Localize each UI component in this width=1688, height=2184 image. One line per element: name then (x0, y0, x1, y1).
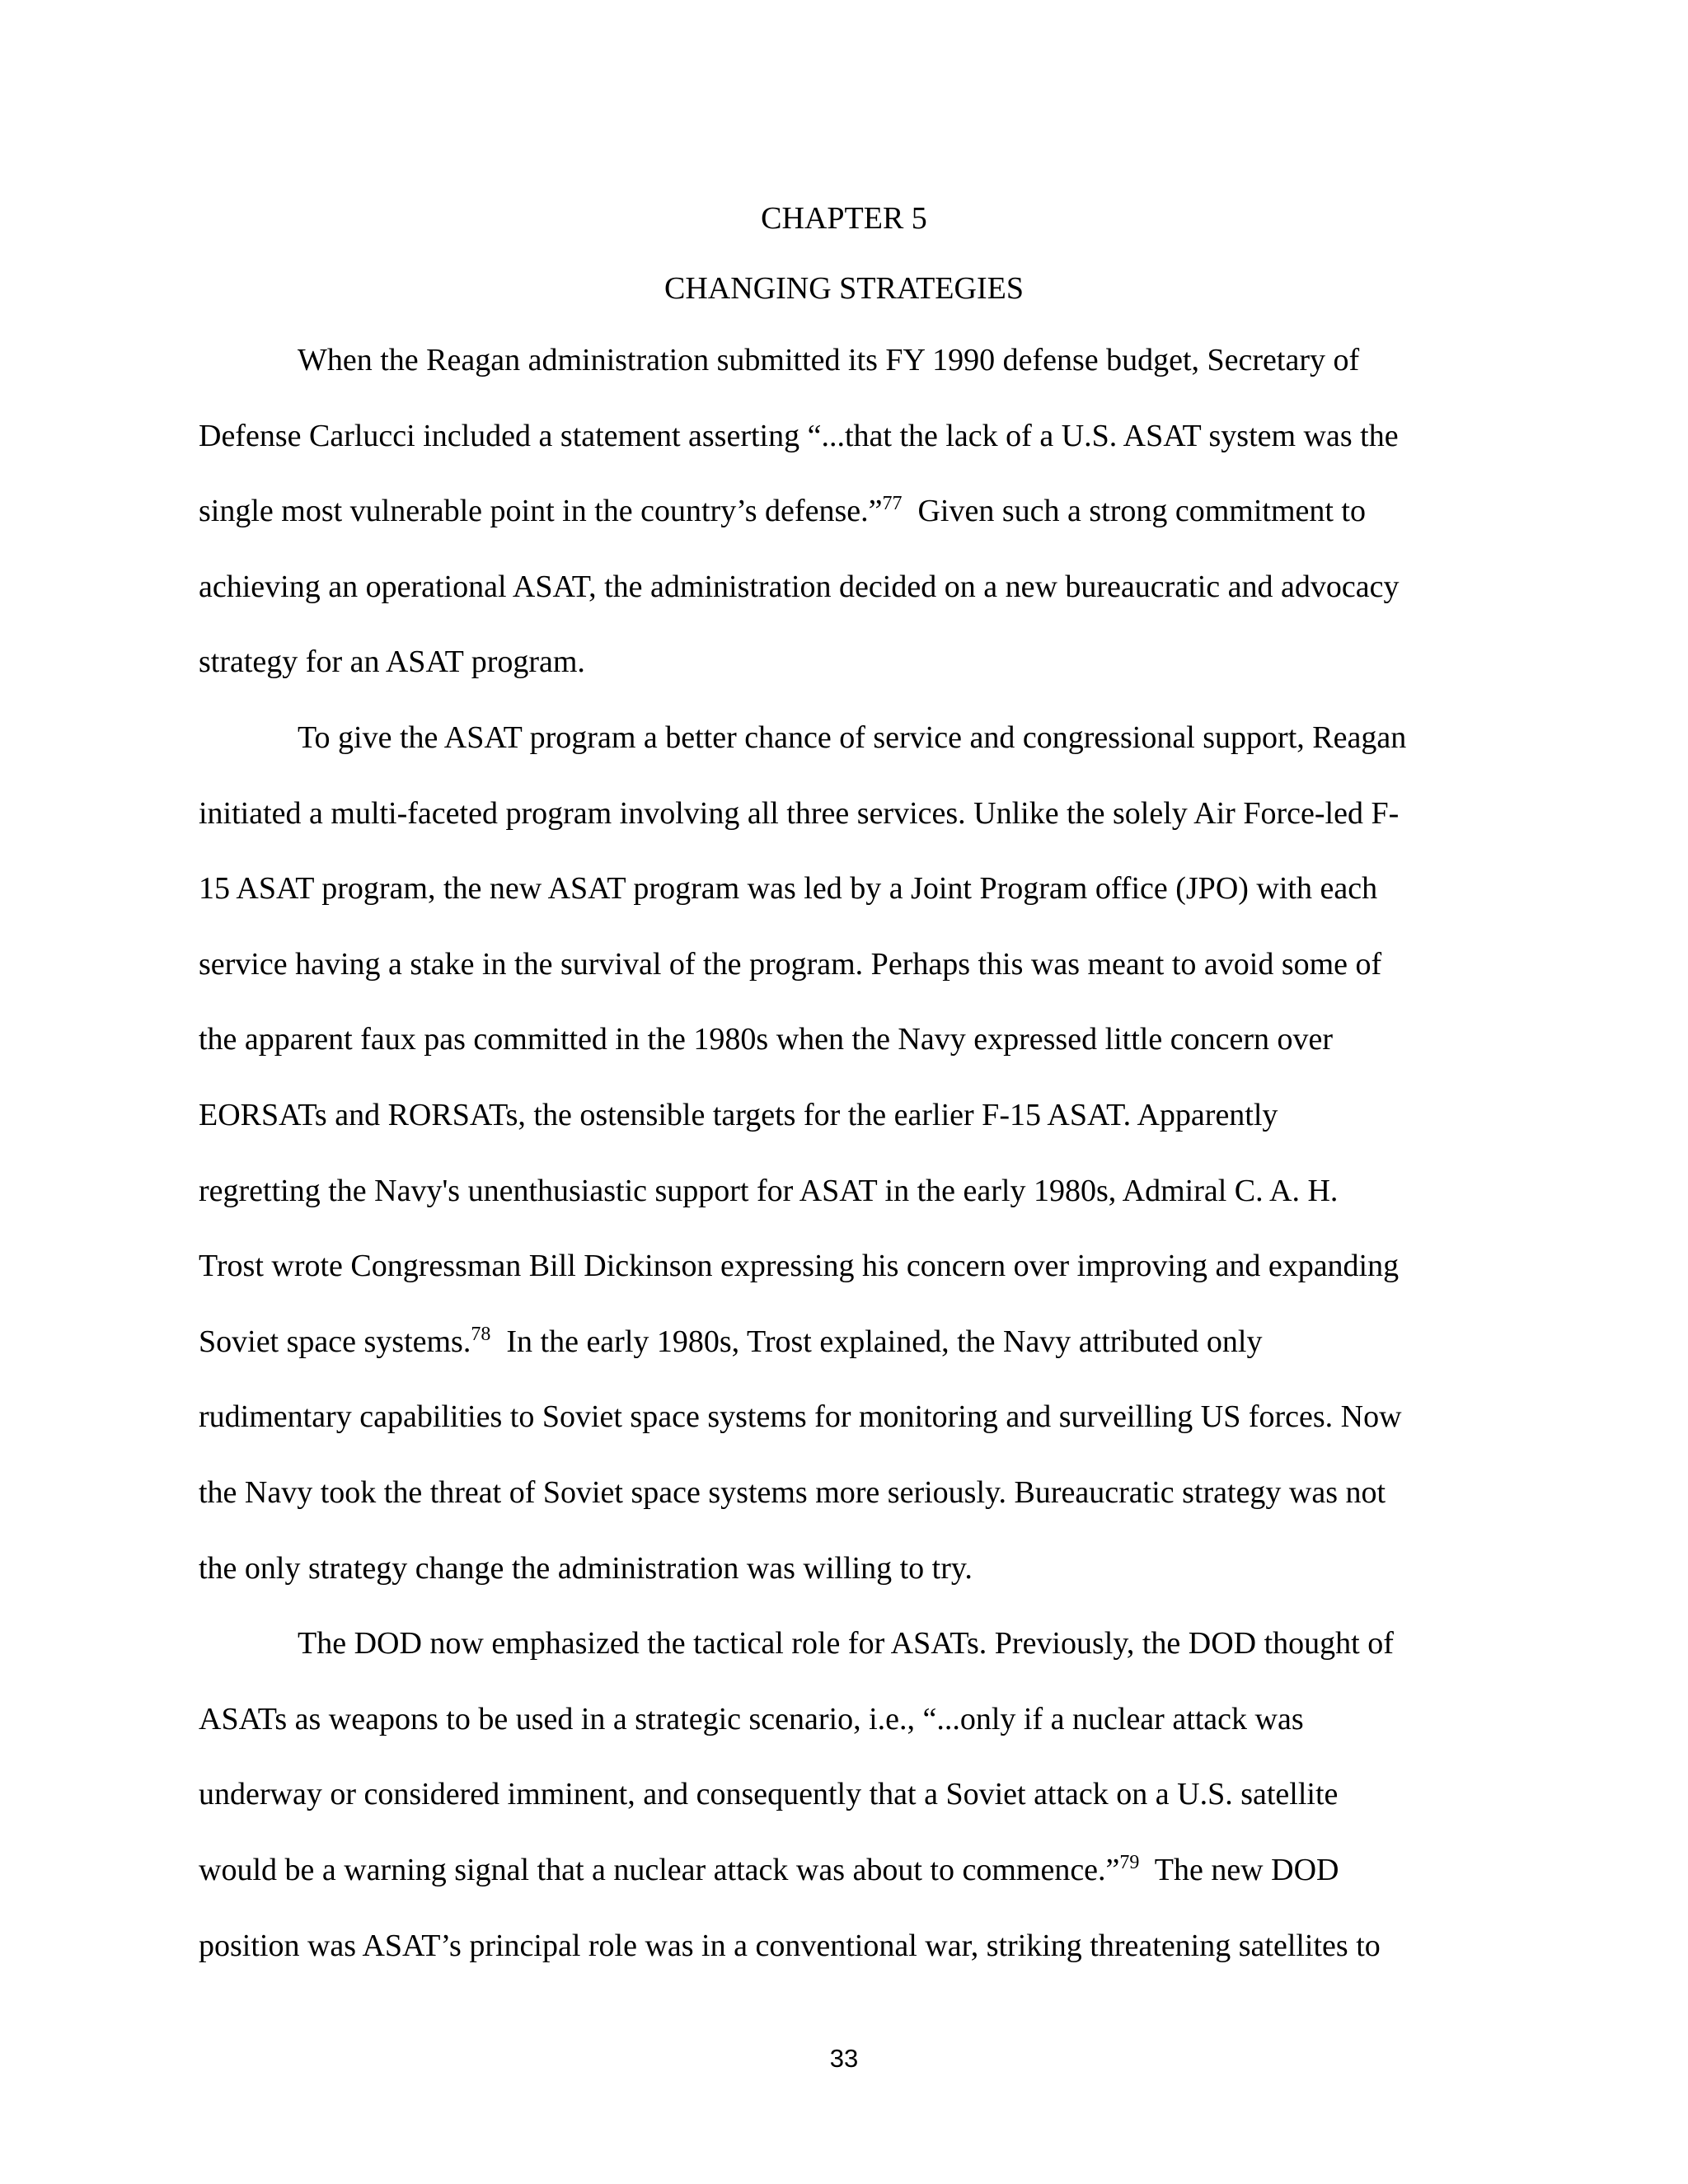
text-line (298, 722, 1406, 753)
chapter-title: CHANGING STRATEGIES (664, 271, 1024, 306)
text-line (298, 344, 1359, 376)
line-text: service having a stake in the survival of the program. Perhaps this was meant to avoid some of (199, 947, 1382, 982)
text-line (199, 1326, 1262, 1357)
text-line (199, 798, 1399, 829)
text-line (199, 873, 1377, 904)
line-text: rudimentary capabilities to Soviet space systems for monitoring and surveilling US forces. Now (199, 1399, 1402, 1434)
text-line (199, 1553, 973, 1584)
footnote-marker: 78 (471, 1324, 491, 1345)
text-line (199, 420, 1399, 452)
text-line (199, 1704, 1304, 1735)
text-line (199, 1024, 1333, 1055)
line-text: initiated a multi-faceted program involving all three services. Unlike the solely Air Force-led F- (199, 796, 1400, 831)
line-text: achieving an operational ASAT, the administration decided on a new bureaucratic and advocacy (199, 569, 1400, 604)
text-line (199, 571, 1399, 602)
text-line (199, 1401, 1402, 1432)
line-text-continued: Given such a strong commitment to (902, 494, 1366, 528)
footnote-marker: 79 (1119, 1852, 1140, 1873)
line-text-continued: In the early 1980s, Trost explained, the Navy attributed only (490, 1324, 1263, 1359)
line-text: the apparent faux pas committed in the 1980s when the Navy expressed little concern over (199, 1022, 1333, 1057)
page-number: 33 (829, 2044, 859, 2073)
line-text: Trost wrote Congressman Bill Dickinson expressing his concern over improving and expanding (199, 1249, 1400, 1283)
line-text: position was ASAT’s principal role was in a conventional war, striking threatening satellites to (199, 1929, 1381, 1963)
line-text-continued: The new DOD (1139, 1853, 1339, 1887)
line-text: the only strategy change the administration was willing to try. (199, 1551, 973, 1586)
line-text: The DOD now emphasized the tactical role for ASATs. Previously, the DOD thought of (298, 1626, 1394, 1661)
line-text: 15 ASAT program, the new ASAT program was led by a Joint Program office (JPO) with each (199, 871, 1378, 906)
text-line (199, 646, 585, 677)
text-line (199, 1930, 1381, 1961)
text-line (199, 1477, 1386, 1508)
line-text: strategy for an ASAT program. (199, 644, 585, 679)
line-text: regretting the Navy's unenthusiastic support for ASAT in the early 1980s, Admiral C. A. H. (199, 1174, 1339, 1208)
footnote-marker: 77 (882, 493, 903, 514)
line-text: the Navy took the threat of Soviet space systems more seriously. Bureaucratic strategy was not (199, 1475, 1386, 1510)
text-line (199, 1175, 1338, 1207)
text-line (199, 949, 1381, 980)
line-text: Defense Carlucci included a statement asserting “...that the lack of a U.S. ASAT system was the (199, 419, 1399, 453)
text-line (199, 1854, 1339, 1886)
text-line (199, 1099, 1278, 1131)
text-line (199, 1250, 1399, 1282)
line-text: EORSATs and RORSATs, the ostensible targets for the earlier F-15 ASAT. Apparently (199, 1098, 1278, 1132)
line-text: When the Reagan administration submitted its FY 1990 defense budget, Secretary of (298, 343, 1360, 377)
line-text: single most vulnerable point in the country’s defense.” (199, 494, 883, 528)
line-text: would be a warning signal that a nuclear attack was about to commence.” (199, 1853, 1120, 1887)
chapter-label: CHAPTER 5 (761, 201, 927, 236)
text-line (199, 1779, 1338, 1810)
text-line (199, 495, 1366, 527)
text-line (298, 1628, 1394, 1659)
line-text: ASATs as weapons to be used in a strategic scenario, i.e., “...only if a nuclear attack was (199, 1702, 1304, 1736)
line-text: underway or considered imminent, and consequently that a Soviet attack on a U.S. satellite (199, 1777, 1339, 1811)
line-text: To give the ASAT program a better chance of service and congressional support, Reagan (298, 720, 1407, 755)
line-text: Soviet space systems. (199, 1324, 471, 1359)
